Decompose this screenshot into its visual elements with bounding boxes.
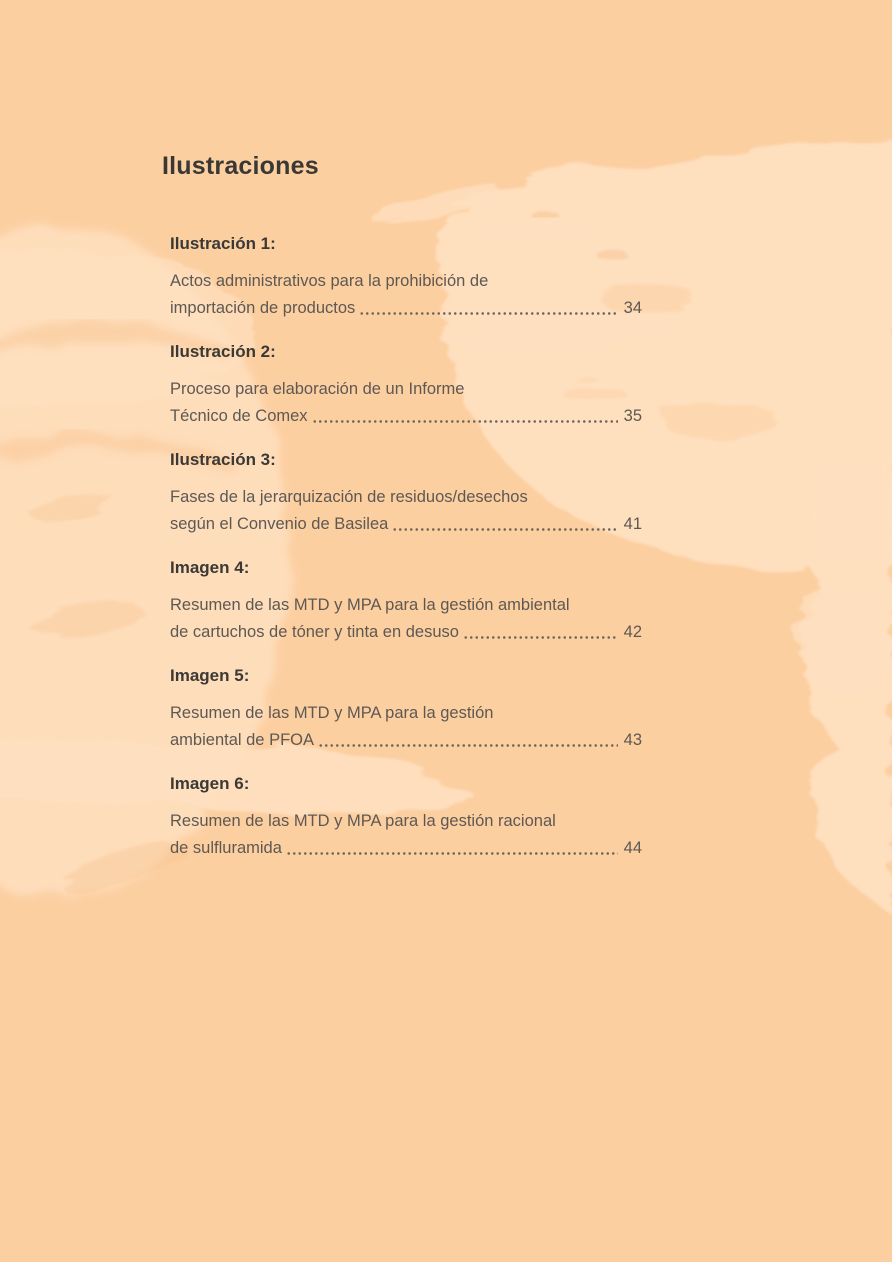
toc-entry-title-line1: Resumen de las MTD y MPA para la gestión ambiental [170,596,570,614]
toc-entry-title-line1: Resumen de las MTD y MPA para la gestión [170,704,494,722]
toc-entry-title-text: ambiental de PFOA [170,731,314,749]
toc-entry-label: Ilustración 1: [170,234,276,253]
toc-entry-title-text: según el Convenio de Basilea [170,515,389,533]
dot-leader [318,744,618,747]
toc-page-number: 43 [623,731,642,749]
toc-entry [170,449,642,538]
toc-entry [170,233,642,322]
toc-entry-title-line1: Resumen de las MTD y MPA para la gestión racional [170,812,556,830]
toc-entry-title-text: de cartuchos de tóner y tinta en desuso [170,623,459,641]
page-title: Ilustraciones [162,152,319,180]
toc-entry [170,665,642,754]
toc-entry-title-text: importación de productos [170,299,356,317]
toc-entry-title-line2 [170,403,642,430]
toc-entry-title-line2 [170,835,642,862]
toc-entry-title-text: de sulfluramida [170,839,282,857]
illustrations-toc [162,150,642,881]
toc-page-number: 44 [623,839,642,857]
toc-entry-title-line1: Proceso para elaboración de un Informe [170,380,465,398]
toc-page-number: 35 [623,407,642,425]
toc-entry-title-line2 [170,511,642,538]
toc-entry-title-line2 [170,295,642,322]
toc-entry-title-line1: Fases de la jerarquización de residuos/desechos [170,488,528,506]
toc-page-number: 41 [623,515,642,533]
toc-page-number: 34 [623,299,642,317]
dot-leader [463,636,618,639]
toc-entry-title-line1: Actos administrativos para la prohibición de [170,272,489,290]
toc-entry [170,341,642,430]
dot-leader [312,420,618,423]
toc-entry-label: Imagen 5: [170,666,250,685]
toc-entry-label: Imagen 4: [170,558,250,577]
toc-entry-label: Imagen 6: [170,774,250,793]
toc-page-number: 42 [623,623,642,641]
toc-entry [170,773,642,862]
toc-entry-title-text: Técnico de Comex [170,407,308,425]
dot-leader [286,852,618,855]
toc-entry-label: Ilustración 3: [170,450,276,469]
dot-leader [392,528,617,531]
toc-entry-title-line2 [170,727,642,754]
dot-leader [359,312,617,315]
toc-entry-label: Ilustración 2: [170,342,276,361]
toc-entry [170,557,642,646]
toc-entry-title-line2 [170,619,642,646]
